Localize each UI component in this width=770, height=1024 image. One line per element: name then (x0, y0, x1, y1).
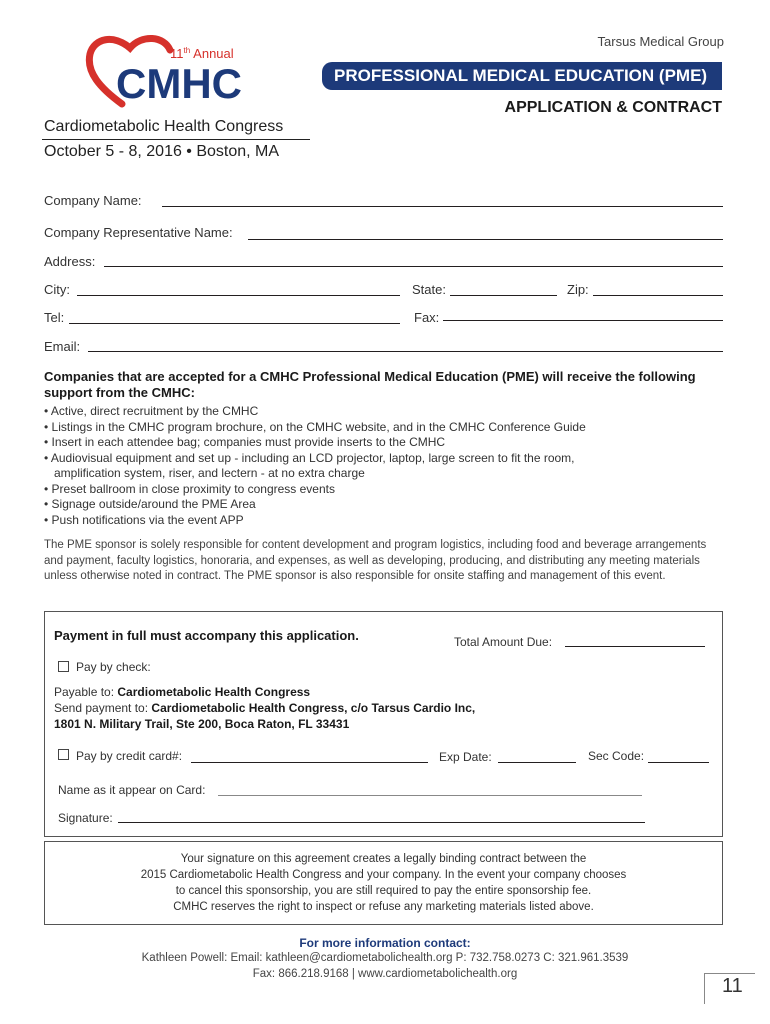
cmhc-logo (82, 32, 272, 112)
total-due-field[interactable] (565, 646, 705, 647)
contact-line: Fax: 866.218.9168 | www.cardiometabolichealth.org (252, 968, 518, 980)
list-item: • Insert in each attendee bag; companies must provide inserts to the CMHC (44, 435, 446, 449)
address-label: Address: (44, 254, 96, 269)
sec-code-label: Sec Code: (588, 749, 645, 763)
exp-date-label: Exp Date: (439, 750, 492, 764)
list-item: • Preset ballroom in close proximity to congress events (44, 481, 335, 496)
company-rep-field[interactable] (248, 239, 723, 240)
company-rep-label: Company Representative Name: (44, 225, 233, 240)
city-label: City: (44, 282, 70, 297)
card-number-field[interactable] (191, 762, 428, 763)
list-item: • Signage outside/around the PME Area (44, 497, 256, 511)
form-title: APPLICATION & CONTRACT (504, 99, 722, 116)
email-field[interactable] (88, 351, 723, 352)
list-item-continued: amplification system, riser, and lectern - at no extra charge (54, 466, 365, 480)
tel-label: Tel: (44, 310, 65, 325)
sponsor-responsibility: The PME sponsor is solely responsible for content development and program logistics, including food and beverage arrangements and payment, faculty logistics, honoraria, and expenses, as well as developing, producing, and distributing any meeting materials unless otherwise noted in contract. The PME sponsor is also responsible for onsite staffing and management of this event. (44, 539, 707, 582)
contact-heading: For more information contact: (299, 936, 471, 950)
pay-by-card-label: Pay by credit card#: (76, 749, 183, 763)
banner-title: PROFESSIONAL MEDICAL EDUCATION (PME) (334, 66, 708, 85)
fax-field[interactable] (443, 320, 723, 321)
payable-to-label: Payable to: (54, 685, 115, 699)
sec-code-field[interactable] (648, 762, 709, 763)
agreement-line: 2015 Cardiometabolic Health Congress and your company. In the event your company chooses (140, 869, 627, 881)
payable-to-value: Cardiometabolic Health Congress (117, 685, 311, 699)
support-intro: Companies that are accepted for a CMHC Professional Medical Education (PME) will receive the following support from the CMHC: (44, 369, 696, 400)
address-field[interactable] (104, 266, 723, 267)
contact-line: Kathleen Powell: Email: kathleen@cardiometabolichealth.org P: 732.758.0273 C: 321.961.3539 (141, 952, 629, 964)
fax-label: Fax: (414, 310, 440, 325)
total-due-label: Total Amount Due: (454, 635, 553, 649)
pay-by-card-checkbox[interactable] (58, 749, 69, 760)
signature-field[interactable] (118, 822, 645, 823)
company-name-field[interactable] (162, 206, 723, 207)
logo-edition: 11th Annual (170, 46, 234, 61)
pay-by-check-label: Pay by check: (76, 660, 151, 674)
company-name-label: Company Name: (44, 193, 142, 208)
name-on-card-field[interactable] (218, 795, 642, 796)
agreement-line: to cancel this sponsorship, you are still required to pay the entire sponsorship fee. (175, 885, 592, 897)
agreement-line: CMHC reserves the right to inspect or refuse any marketing materials listed above. (173, 901, 594, 913)
payment-instructions (54, 684, 475, 732)
state-field[interactable] (450, 295, 557, 296)
name-on-card-label: Name as it appear on Card: (58, 783, 206, 797)
state-label: State: (412, 282, 446, 297)
send-payment-label: Send payment to: (54, 701, 149, 715)
zip-label: Zip: (567, 282, 589, 297)
list-item: • Audiovisual equipment and set up - including an LCD projector, laptop, large screen to fit the room, (44, 450, 575, 465)
payment-heading: Payment in full must accompany this application. (54, 628, 359, 643)
list-item: • Push notifications via the event APP (44, 512, 244, 527)
support-list (44, 404, 684, 528)
list-item: • Listings in the CMHC program brochure, on the CMHC website, and in the CMHC Conference Guide (44, 419, 586, 434)
page-number: 11 (722, 975, 743, 997)
logo-acronym: CMHC (116, 60, 242, 107)
list-item: • Active, direct recruitment by the CMHC (44, 404, 259, 418)
congress-name: Cardiometabolic Health Congress (44, 118, 284, 135)
agreement-line: Your signature on this agreement creates a legally binding contract between the (180, 853, 587, 865)
city-field[interactable] (77, 295, 400, 296)
publisher-name: Tarsus Medical Group (597, 34, 724, 49)
send-payment-address: 1801 N. Military Trail, Ste 200, Boca Raton, FL 33431 (54, 717, 350, 731)
agreement-text (60, 851, 707, 915)
signature-label: Signature: (58, 811, 113, 825)
tel-field[interactable] (69, 323, 400, 324)
pay-by-check-checkbox[interactable] (58, 661, 69, 672)
zip-field[interactable] (593, 295, 723, 296)
send-payment-value: Cardiometabolic Health Congress, c/o Tarsus Cardio Inc, (151, 701, 476, 715)
congress-divider (42, 139, 310, 140)
exp-date-field[interactable] (498, 762, 576, 763)
congress-date: October 5 - 8, 2016 • Boston, MA (44, 143, 280, 160)
email-label: Email: (44, 339, 81, 354)
